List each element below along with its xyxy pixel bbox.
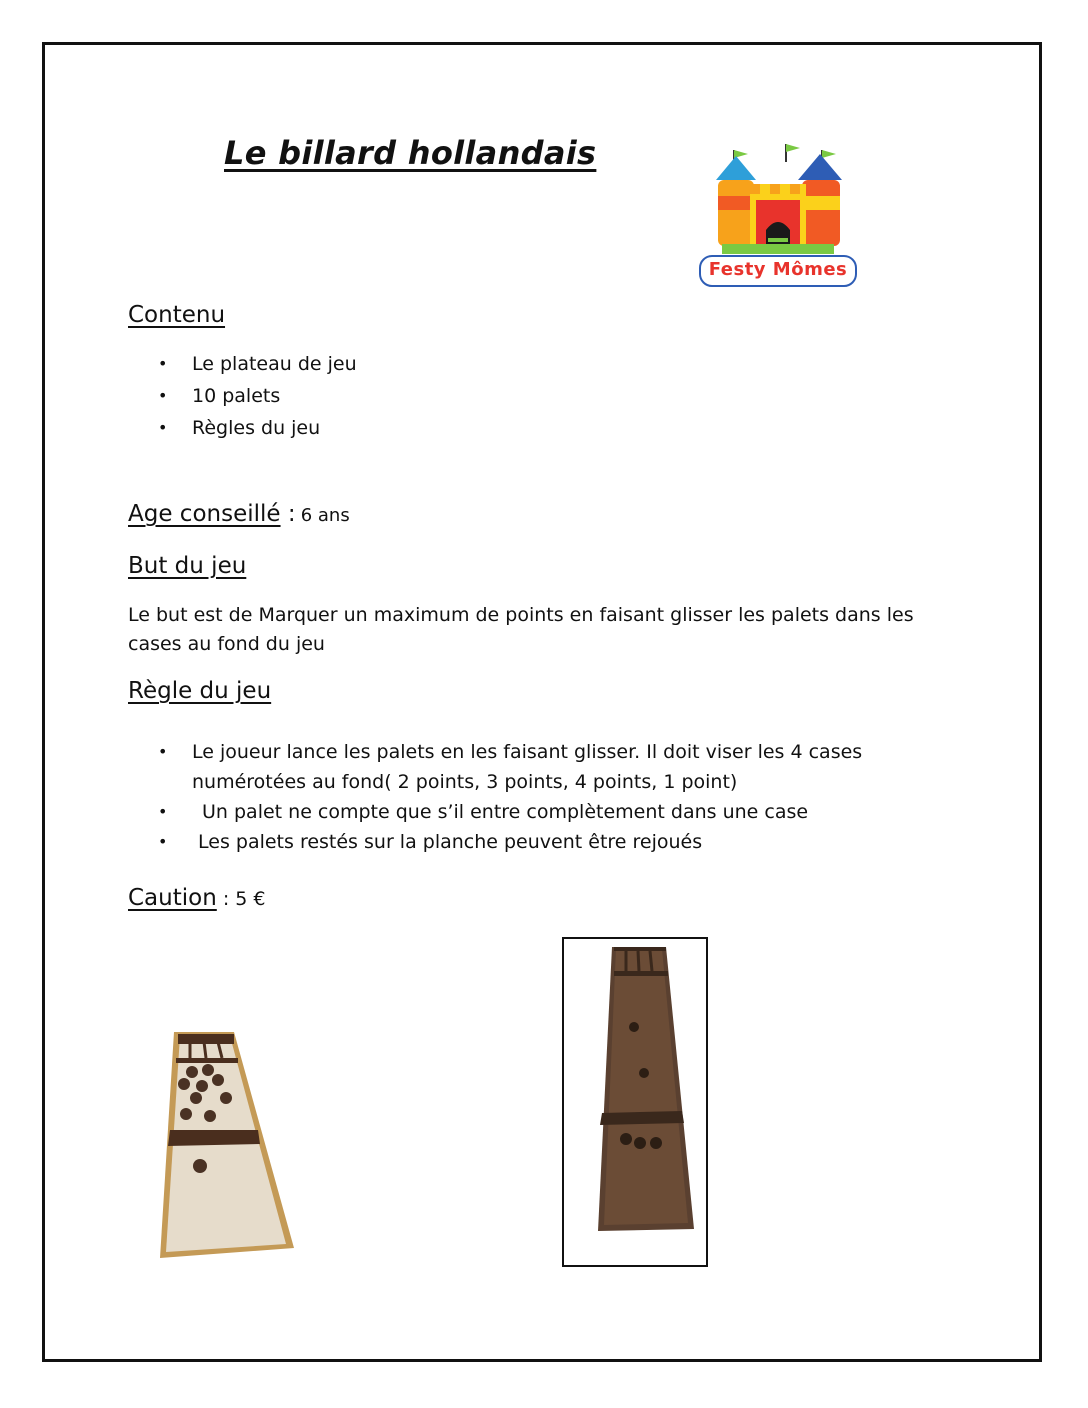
list-item: • Le joueur lance les palets en les faisant glisser. Il doit viser les 4 cases numérotées au fond( 2 points, 3 points, 4 points, 1 point): [128, 737, 862, 797]
list-item: • Les palets restés sur la planche peuvent être rejoués: [128, 827, 862, 857]
caution-value: : 5 €: [216, 888, 266, 910]
festy-momes-logo: [694, 140, 862, 292]
list-item: • Règles du jeu: [128, 413, 357, 443]
dark-board-photo: [564, 939, 706, 1265]
but-heading: But du jeu: [128, 553, 247, 579]
age-line: [128, 501, 350, 527]
caution-label: Caution: [128, 885, 217, 911]
age-value: 6 ans: [300, 505, 350, 526]
page-title: Le billard hollandais: [224, 134, 597, 172]
but-text-line-1: Le but est de Marquer un maximum de points en faisant glisser les palets dans les: [128, 604, 914, 626]
contenu-heading: Contenu: [128, 302, 226, 328]
dark-board-photo-frame: [562, 937, 708, 1267]
regle-heading: Règle du jeu: [128, 678, 272, 704]
list-item: • Le plateau de jeu: [128, 349, 357, 379]
contenu-list: [128, 349, 357, 443]
list-item: • 10 palets: [128, 381, 357, 411]
list-item: • Un palet ne compte que s’il entre complètement dans une case: [128, 797, 862, 827]
age-label: Age conseillé: [128, 501, 281, 527]
light-board-photo: [150, 1028, 300, 1264]
but-text-line-2: cases au fond du jeu: [128, 633, 325, 655]
regle-list: [128, 737, 862, 857]
age-separator: :: [280, 501, 296, 527]
logo-text: Festy Mômes: [708, 259, 848, 280]
caution-line: [128, 885, 266, 911]
